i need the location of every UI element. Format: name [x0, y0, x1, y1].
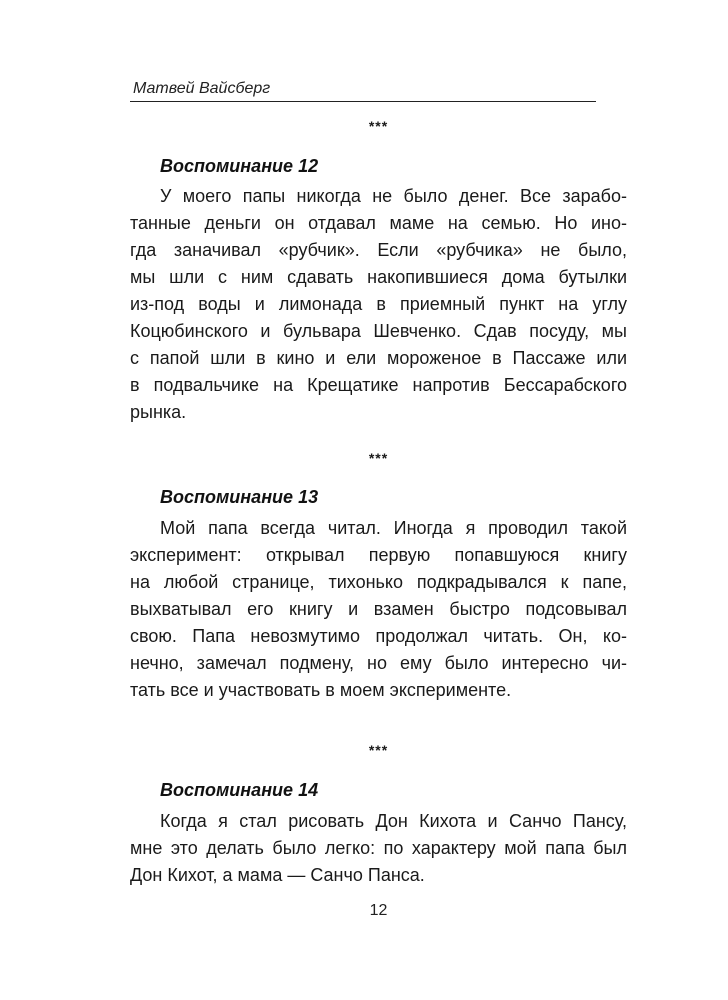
section-separator: ***: [368, 118, 389, 134]
running-head: Матвей Вайсберг: [133, 80, 271, 97]
text-line: танные деньги он отдавал маме на семью. Но ино-: [130, 213, 627, 233]
text-line: Дон Кихот, а мама — Санчо Панса.: [130, 865, 425, 885]
text-line: мы шли с ним сдавать накопившиеся дома бутылки: [130, 267, 627, 287]
section-paragraph: [130, 515, 627, 704]
text-line: выхватывал его книгу и взамен быстро подсовывал: [130, 599, 627, 619]
text-line: Когда я стал рисовать Дон Кихота и Санчо Пансу,: [160, 811, 627, 831]
text-line: гда заначивал «рубчик». Если «рубчика» не было,: [130, 240, 627, 260]
text-line: с папой шли в кино и ели мороженое в Пассаже или: [130, 348, 627, 368]
section-title: Воспоминание 12: [160, 156, 319, 176]
text-line: мне это делать было легко: по характеру мой папа был: [130, 838, 627, 858]
section-title: Воспоминание 14: [160, 780, 319, 800]
text-line: из-под воды и лимонада в приемный пункт на углу: [130, 294, 627, 314]
text-line: У моего папы никогда не было денег. Все зарабо-: [160, 186, 627, 206]
section-paragraph: [130, 808, 627, 889]
text-line: тать все и участвовать в моем эксперименте.: [130, 680, 512, 700]
text-line: Мой папа всегда читал. Иногда я проводил такой: [160, 518, 627, 538]
text-line: эксперимент: открывал первую попавшуюся книгу: [130, 545, 627, 565]
header-rule: [130, 101, 596, 102]
text-line: нечно, замечал подмену, но ему было интересно чи-: [130, 653, 627, 673]
section-separator: ***: [368, 450, 389, 466]
text-line: в подвальчике на Крещатике напротив Бессарабского: [130, 375, 627, 395]
text-line: на любой странице, тихонько подкрадывался к папе,: [130, 572, 627, 592]
page-number: 12: [369, 902, 388, 919]
section-paragraph: [130, 183, 627, 426]
section-separator: ***: [368, 742, 389, 758]
text-line: свою. Папа невозмутимо продолжал читать. Он, ко-: [130, 626, 627, 646]
text-line: Коцюбинского и бульвара Шевченко. Сдав посуду, мы: [130, 321, 627, 341]
section-title: Воспоминание 13: [160, 487, 319, 507]
text-line: рынка.: [130, 402, 187, 422]
